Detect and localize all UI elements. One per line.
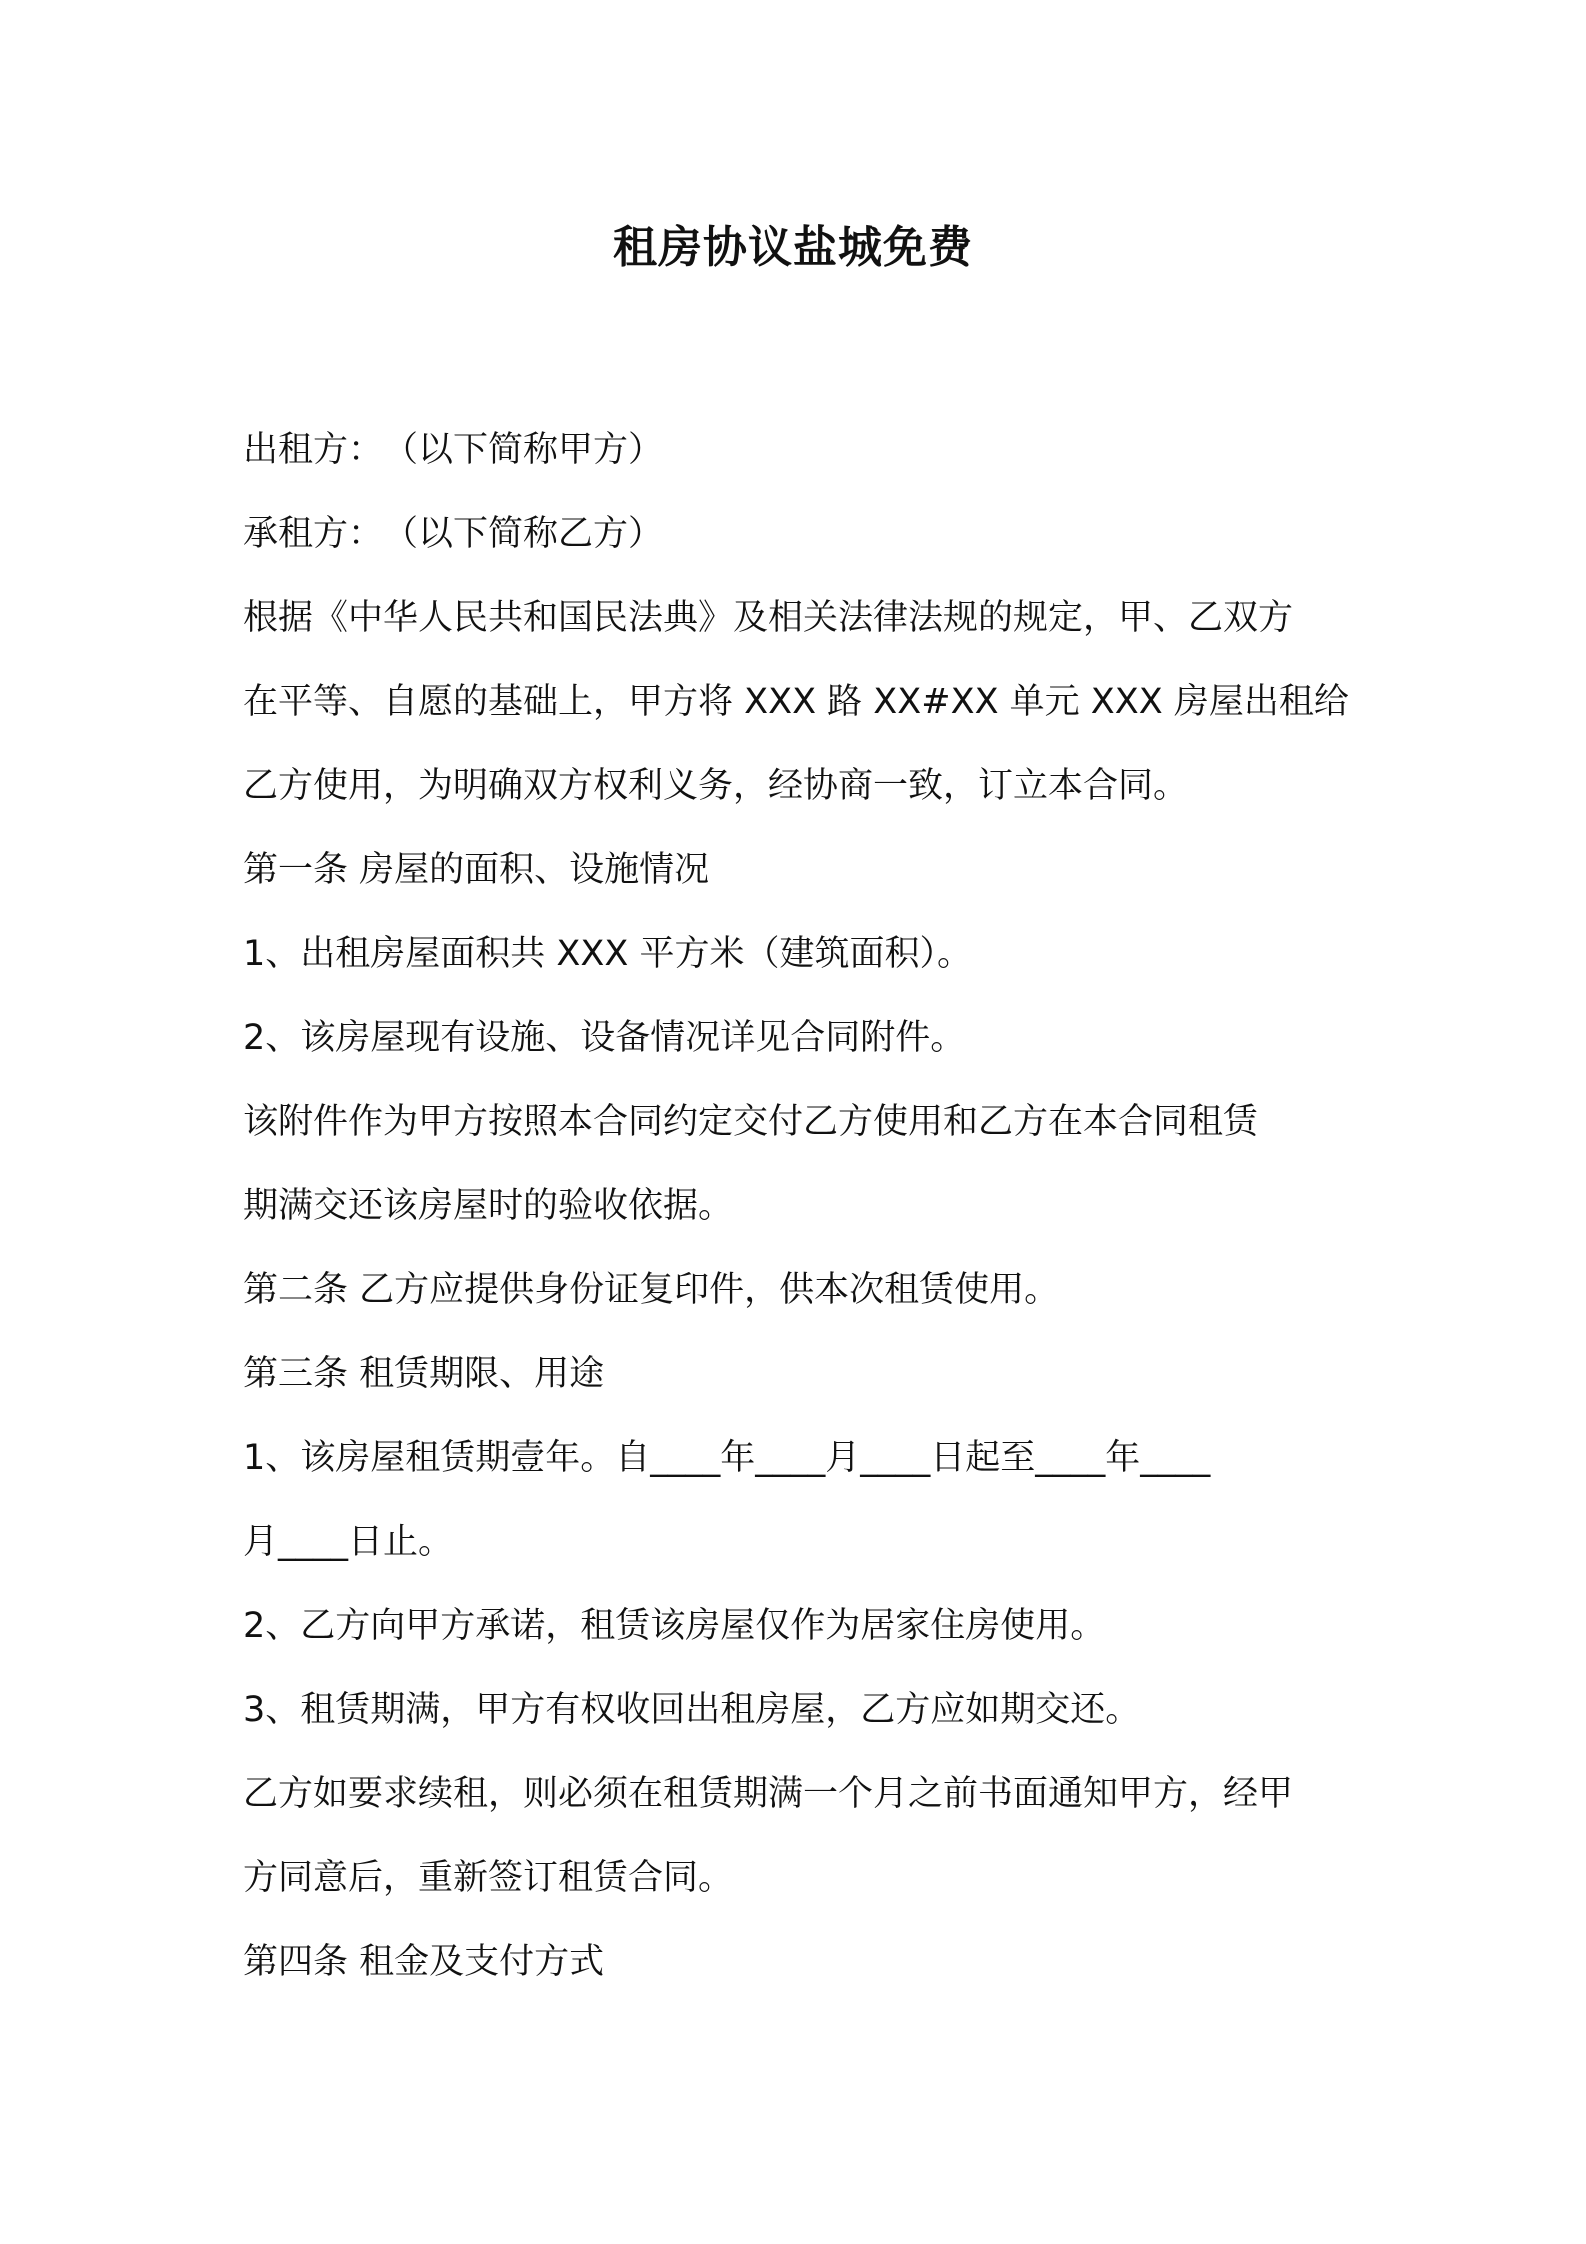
body-line: 乙方如要求续租，则必须在租赁期满一个月之前书面通知甲方，经甲 (243, 1774, 1294, 1814)
body-line: 在平等、自愿的基础上，甲方将 XXX 路 XX#XX 单元 XXX 房屋出租给 (243, 682, 1349, 722)
body-line: 乙方使用，为明确双方权利义务，经协商一致，订立本合同。 (243, 766, 1189, 806)
body-line: 出租方： （以下简称甲方） (243, 430, 664, 470)
section-heading: 第三条 租赁期限、用途 (243, 1354, 605, 1394)
body-line: 1、该房屋租赁期壹年。自____年____月____日起至____年____ (243, 1438, 1211, 1478)
body-line: 方同意后，重新签订租赁合同。 (243, 1858, 734, 1898)
section-heading: 第四条 租金及支付方式 (243, 1942, 605, 1982)
body-line: 2、乙方向甲方承诺，租赁该房屋仅作为居家住房使用。 (243, 1606, 1106, 1646)
body-line: 该附件作为甲方按照本合同约定交付乙方使用和乙方在本合同租赁 (243, 1102, 1259, 1142)
section-heading: 第一条 房屋的面积、设施情况 (243, 850, 710, 890)
section-heading: 第二条 乙方应提供身份证复印件，供本次租赁使用。 (243, 1270, 1060, 1310)
document-body (243, 408, 1363, 2004)
document-title: 租房协议盐城免费 (613, 222, 973, 273)
body-line: 期满交还该房屋时的验收依据。 (243, 1186, 734, 1226)
body-line: 根据《中华人民共和国民法典》及相关法律法规的规定，甲、乙双方 (243, 598, 1294, 638)
body-line: 1、出租房屋面积共 XXX 平方米（建筑面积）。 (243, 934, 972, 974)
body-line: 2、该房屋现有设施、设备情况详见合同附件。 (243, 1018, 966, 1058)
body-line: 3、租赁期满，甲方有权收回出租房屋，乙方应如期交还。 (243, 1690, 1141, 1730)
body-line: 月____日止。 (243, 1522, 454, 1562)
body-line: 承租方： （以下简称乙方） (243, 514, 664, 554)
